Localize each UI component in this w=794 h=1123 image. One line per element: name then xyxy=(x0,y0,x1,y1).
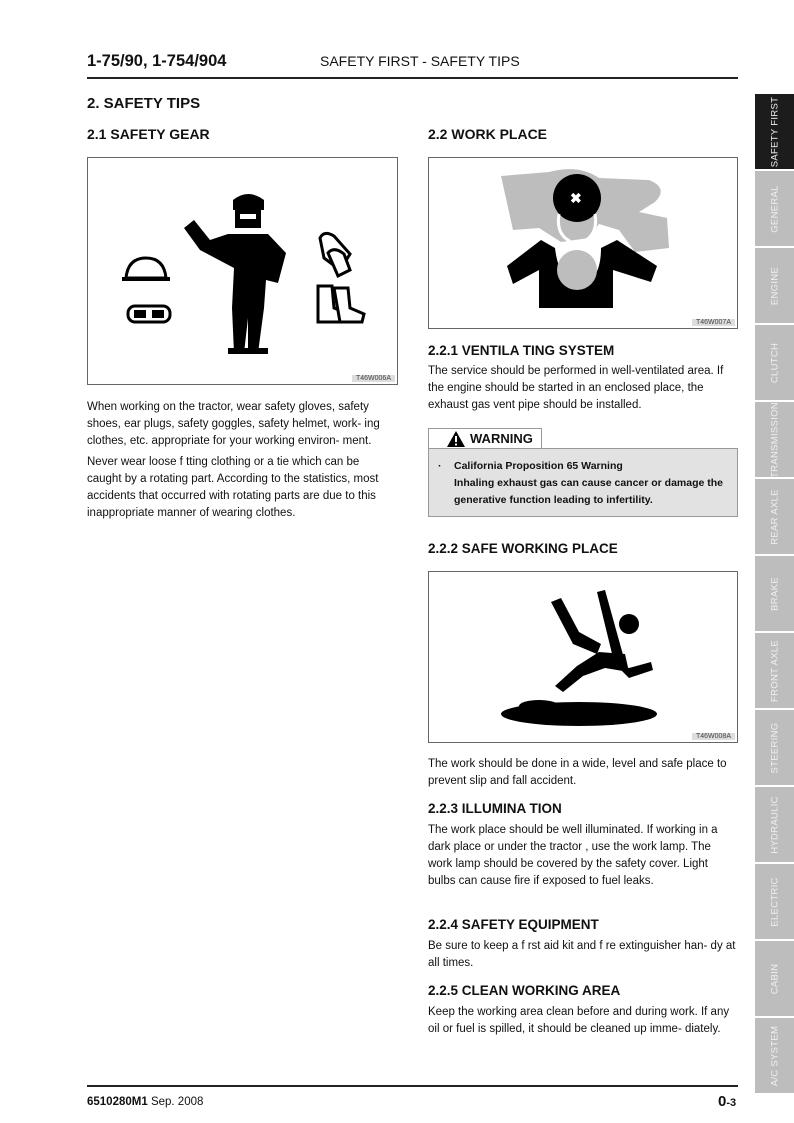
tab-cabin[interactable]: CABIN xyxy=(755,941,794,1016)
safety-gear-illustration xyxy=(88,158,397,384)
tab-steering[interactable]: STEERING xyxy=(755,710,794,785)
warning-body xyxy=(438,458,732,509)
work-place-figure xyxy=(428,157,738,329)
page-heading: 2. SAFETY TIPS xyxy=(87,95,201,112)
equipment-title: 2.2.4 SAFETY EQUIPMENT xyxy=(428,917,599,932)
tab-transmission[interactable]: TRANSMISSION xyxy=(755,402,794,477)
figure-code: T46W006A xyxy=(352,375,395,382)
safe-place-title: 2.2.2 SAFE WORKING PLACE xyxy=(428,541,618,556)
exhaust-gas-illustration xyxy=(429,158,737,328)
safe-place-figure xyxy=(428,571,738,743)
safety-gear-title: 2.1 SAFETY GEAR xyxy=(87,126,210,142)
page-number xyxy=(718,1093,736,1110)
page-index: -3 xyxy=(726,1097,737,1109)
tab-front-axle[interactable]: FRONT AXLE xyxy=(755,633,794,708)
warning-title: WARNING xyxy=(470,431,533,446)
tab-general[interactable]: GENERAL xyxy=(755,171,794,246)
warning-line-2: Inhaling exhaust gas can cause cancer or damage the generative function leading to infertility. xyxy=(454,477,724,506)
equipment-text: Be sure to keep a f rst aid kit and f re extinguisher han- dy at all times. xyxy=(428,940,736,969)
tab-electric[interactable]: ELECTRIC xyxy=(755,864,794,939)
illumination-text: The work place should be well illuminated. If working in a dark place or under the tractor , use the work lamp. The work lamp should be covered by the safety cover. Light bulbs can cause fire if exposed to fuel leaks. xyxy=(428,824,718,887)
warning-line-1: California Proposition 65 Warning xyxy=(454,460,623,472)
illumination-title: 2.2.3 ILLUMINA TION xyxy=(428,801,562,816)
ventilating-title: 2.2.1 VENTILA TING SYSTEM xyxy=(428,343,615,358)
header-model: 1-75/90, 1-754/904 xyxy=(87,52,227,70)
figure-code: T46W007A xyxy=(692,319,735,326)
tab-ac-system[interactable]: A/C SYSTEM xyxy=(755,1018,794,1093)
tab-hydraulic[interactable]: HYDRAULIC xyxy=(755,787,794,862)
header-section: SAFETY FIRST - SAFETY TIPS xyxy=(320,53,520,69)
page-chapter: 0 xyxy=(718,1093,727,1110)
warning-triangle-icon xyxy=(446,430,466,448)
slip-fall-illustration xyxy=(429,572,737,742)
footer-rule xyxy=(87,1085,738,1087)
clean-area-title: 2.2.5 CLEAN WORKING AREA xyxy=(428,983,621,998)
tab-clutch[interactable]: CLUTCH xyxy=(755,325,794,400)
safe-place-text: The work should be done in a wide, level and safe place to prevent slip and fall accident. xyxy=(428,758,727,787)
tab-engine[interactable]: ENGINE xyxy=(755,248,794,323)
header-rule xyxy=(87,77,738,79)
figure-code: T46W008A xyxy=(692,733,735,740)
safety-gear-text xyxy=(87,399,397,526)
ventilating-text: The service should be performed in well-ventilated area. If the engine should be started in an enclosed place, the exhaust gas vent pipe should be installed. xyxy=(428,365,724,411)
tab-rear-axle[interactable]: REAR AXLE xyxy=(755,479,794,554)
work-place-title: 2.2 WORK PLACE xyxy=(428,126,548,142)
safety-gear-figure xyxy=(87,157,398,385)
clean-area-text: Keep the working area clean before and during work. If any oil or fuel is spilled, it should be cleaned up imme- diately. xyxy=(428,1006,730,1035)
footer-code: 6510280M1 xyxy=(87,1096,148,1108)
tab-brake[interactable]: BRAKE xyxy=(755,556,794,631)
safety-gear-paragraph-1: When working on the tractor, wear safety gloves, safety shoes, ear plugs, safety goggles, safety helmet, work- ing clothes, etc. appropriate for your working environ- ment. xyxy=(87,401,380,447)
warning-bullet: · xyxy=(438,460,442,472)
footer-doc-code xyxy=(87,1096,203,1108)
svg-text:✖: ✖ xyxy=(570,190,582,206)
safety-gear-paragraph-2: Never wear loose f tting clothing or a tie which can be caught by a rotating part. According to the statistics, most accidents that occurred with rotating parts are due to this inappropriate manner of wearing clothes. xyxy=(87,456,379,519)
tab-safety-first[interactable]: SAFETY FIRST xyxy=(755,94,794,169)
footer-date: Sep. 2008 xyxy=(150,1096,204,1108)
